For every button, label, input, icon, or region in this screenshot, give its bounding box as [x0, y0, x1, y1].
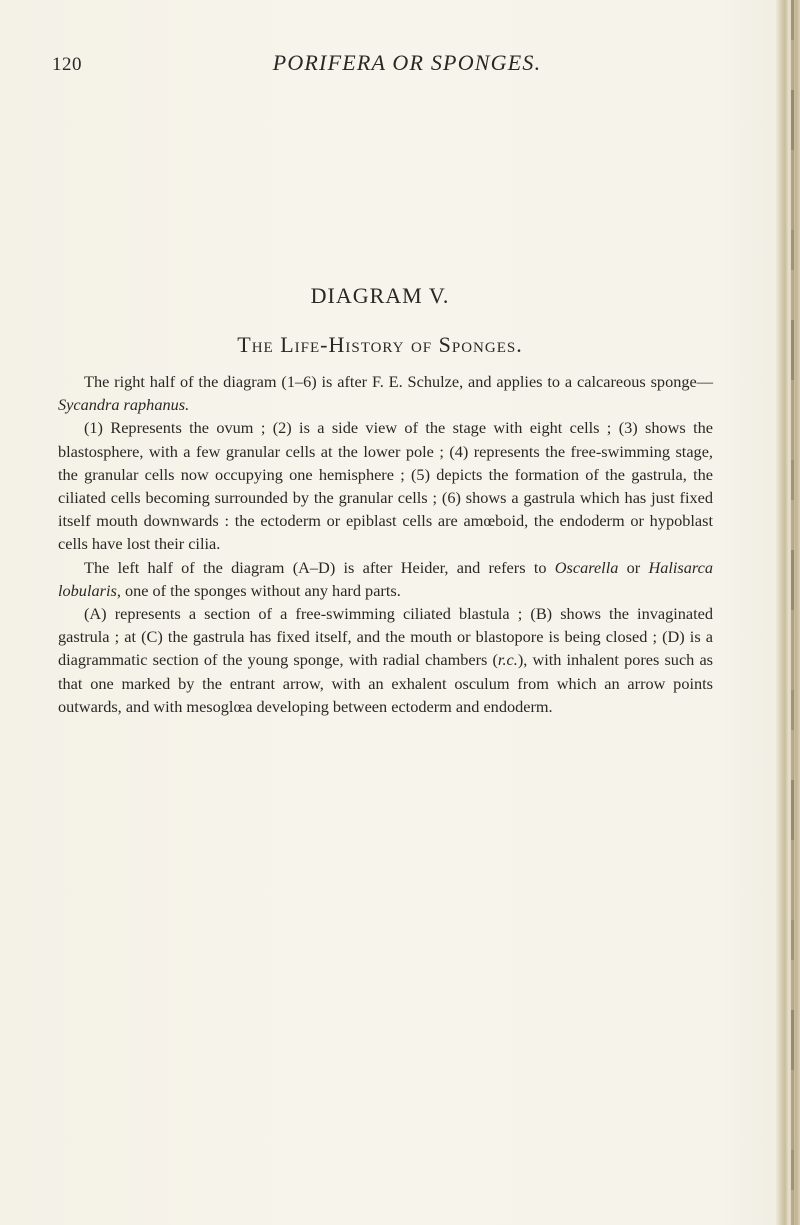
paragraph-text: The right half of the diagram (1–6) is after F. E. Schulze, and applies to a calcareous sponge—: [84, 372, 713, 391]
page-edge-shadow: [791, 0, 794, 1225]
body-text: [58, 370, 713, 718]
paragraph-left-half: [58, 556, 713, 602]
paragraph-text: (A) represents a section of a free-swimming ciliated blastula ; (B) shows the invaginated gastrula ; at (C) the gastrula has fixed itself, and the mouth or blastopore is being closed ; (D) is a diagrammatic section of the young sponge, with radial chambers (: [58, 604, 713, 670]
species-name: Sycandra raphanus.: [58, 395, 190, 415]
chapter-title: The Life-History of Sponges.: [237, 332, 523, 357]
page-number: 120: [52, 54, 82, 75]
running-title: PORIFERA OR SPONGES.: [272, 50, 542, 75]
paragraph-text: The left half of the diagram (A–D) is after Heider, and refers to: [84, 557, 555, 577]
paragraph-text: or: [618, 557, 649, 577]
paragraph-text: (1) Represents the ovum ; (2) is a side view of the stage with eight cells ; (3) shows the blastosphere, with a few granular cells at the lower pole ; (4) represents the free-swimming stage, the granular cells now occupying one hemisphere ; (5) depicts the formation of the gastrula, the ciliated cells becoming surrounded by the granular cells ; (6) shows a gastrula which has just fixed itself mouth downwards : the ectoderm or epiblast cells are amœboid, the endoderm or hypoblast cells have lost their cilia.: [58, 418, 713, 554]
species-name: Halisarca lobularis: [58, 557, 713, 600]
page-binding-edge: [776, 0, 800, 1225]
paragraph-text: ), with inhalent pores such as that one marked by the entrant arrow, with an exhalent osculum from which an arrow points outwards, and with mesoglœa developing between ectoderm and endoderm.: [58, 650, 714, 716]
diagram-label: DIAGRAM V.: [310, 283, 450, 308]
paragraph-right-half: [58, 370, 713, 416]
abbreviation: r.c.: [497, 650, 518, 670]
genus-name: Oscarella: [554, 557, 619, 577]
paragraph-text: , one of the sponges without any hard parts.: [116, 580, 401, 600]
paragraph-stages: [58, 416, 713, 555]
paragraph-sections: [58, 602, 713, 718]
running-head: [52, 50, 732, 80]
